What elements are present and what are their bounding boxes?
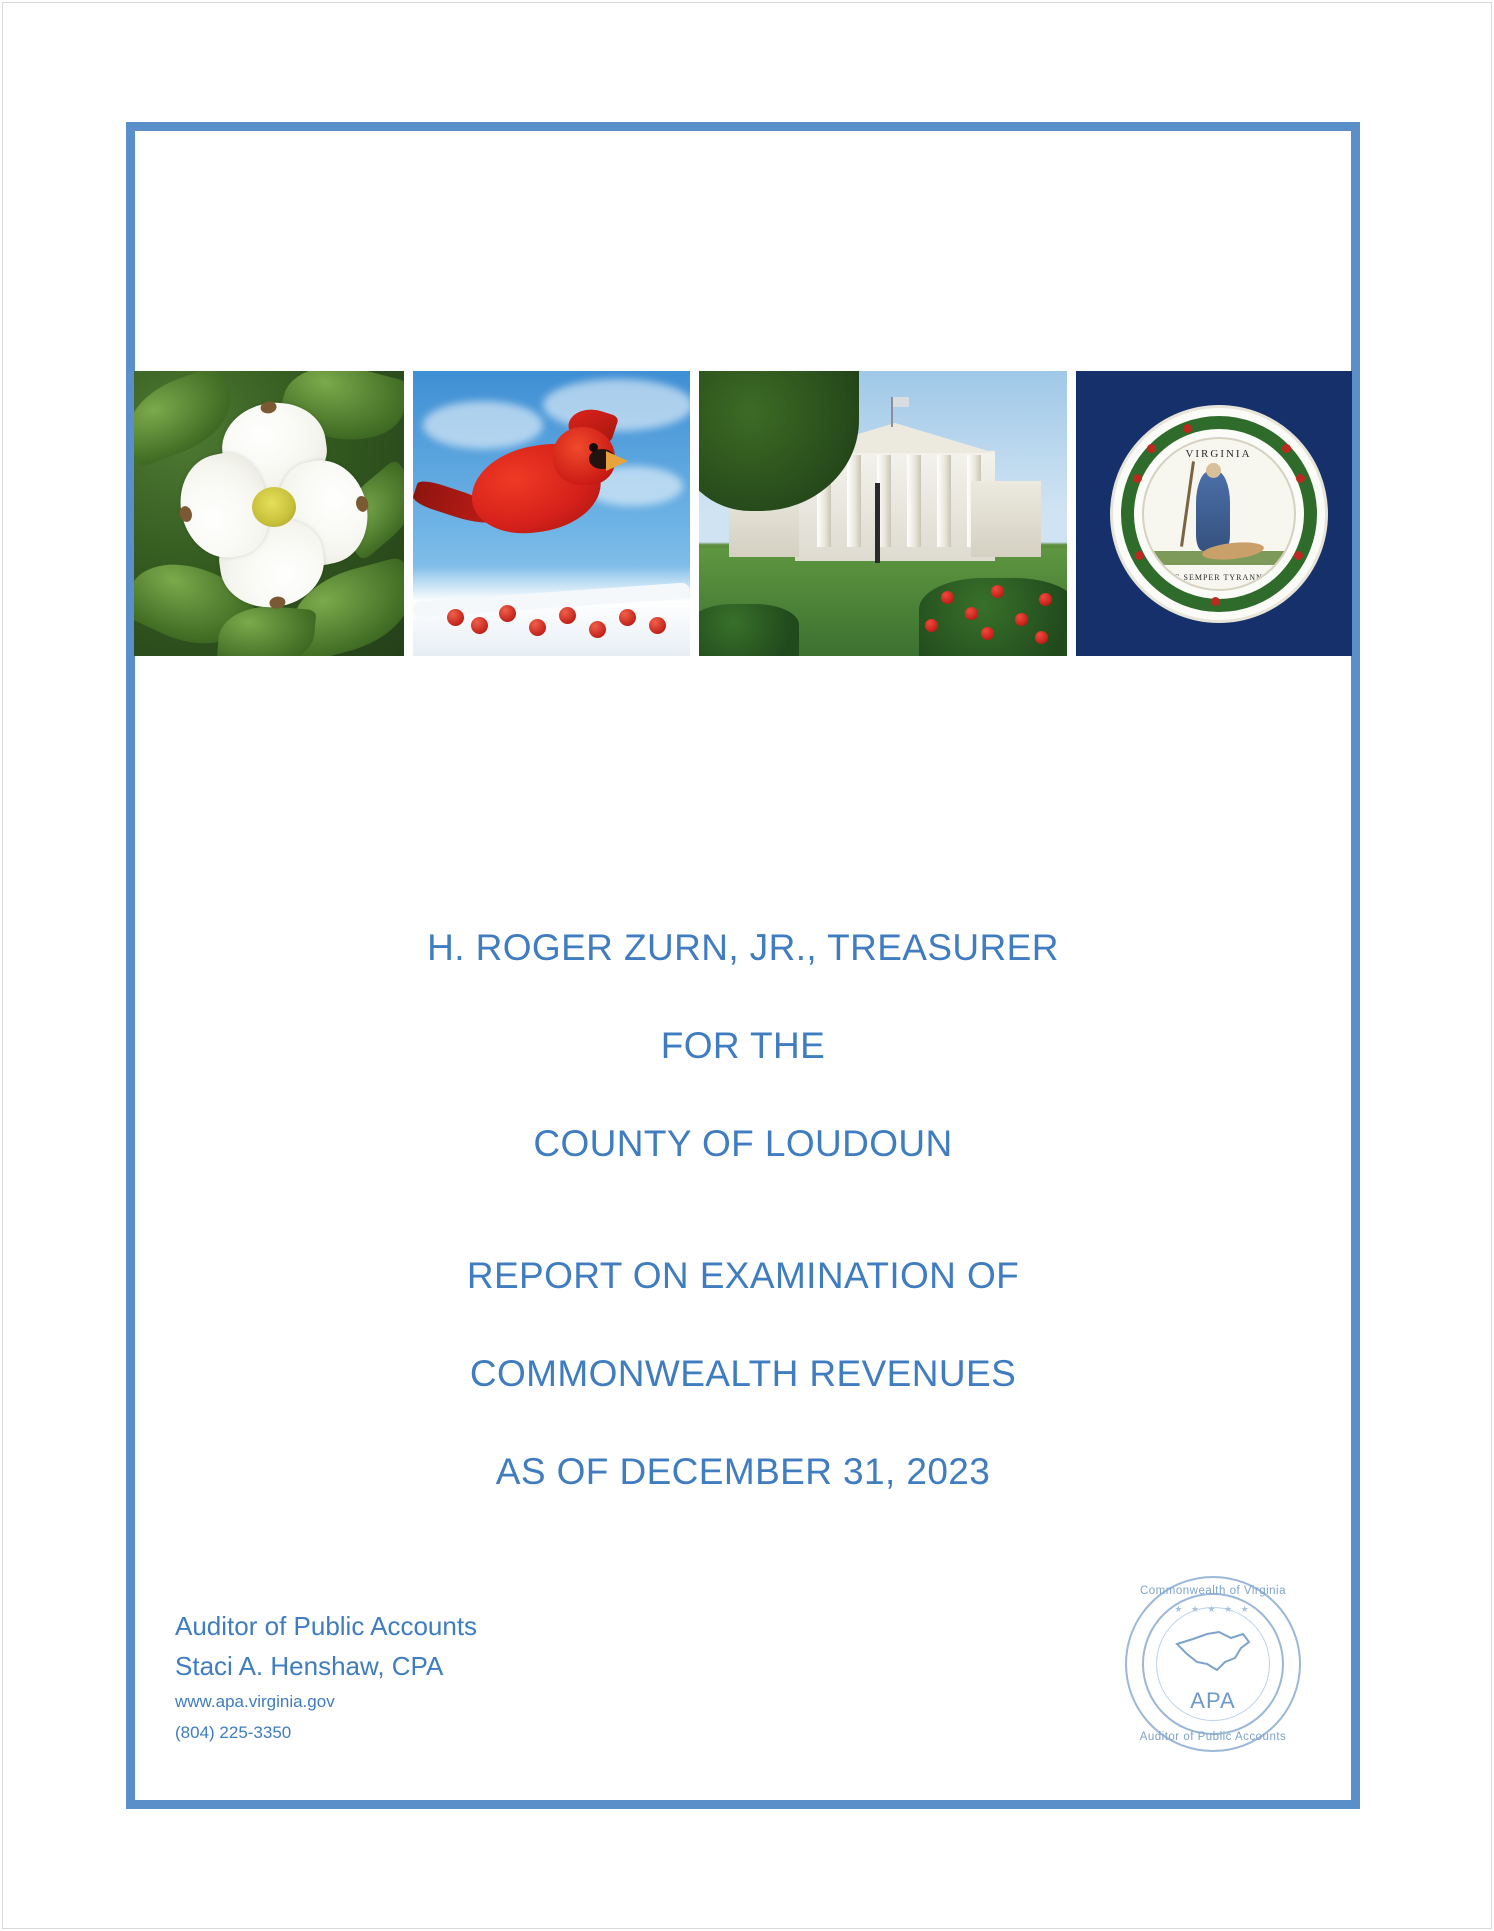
footer-website[interactable]: www.apa.virginia.gov [175,1692,335,1711]
logo-word-apa: APA [1190,1688,1236,1713]
cover-footer [175,1606,875,1748]
virginia-map-icon [1173,1628,1253,1674]
footer-phone: (804) 225-3350 [175,1723,292,1742]
logo-bottom-text: Auditor of Public Accounts [1139,1731,1287,1743]
footer-auditor-name: Staci A. Henshaw, CPA [175,1651,444,1681]
virginia-capitol-photo [699,371,1067,656]
dogwood-blossom [176,409,372,609]
report-subtitle-block [135,1227,1351,1521]
rose-bloom [965,607,978,620]
berry-shape [447,609,464,626]
berry-shape [589,621,606,638]
rose-bloom [925,619,938,632]
wreath-berry [1133,474,1142,483]
rose-bush [699,604,799,656]
title-line-county: COUNTY OF LOUDOUN [533,1123,953,1164]
wreath-berry [1211,597,1220,606]
bird-eye [589,443,598,452]
flag-pole-icon [891,397,893,427]
seal-virtus-figure [1196,471,1230,551]
berry-shape [471,617,488,634]
rose-bloom [1039,593,1052,606]
logo-top-text: Commonwealth of Virginia [1139,1585,1287,1597]
virginia-state-seal-photo [1076,371,1352,656]
wreath-berry [1296,474,1305,483]
apa-logo [1125,1576,1301,1752]
footer-office-name: Auditor of Public Accounts [175,1611,478,1641]
berry-shape [649,617,666,634]
petal-notch [269,596,287,610]
subtitle-line-report-on: REPORT ON EXAMINATION OF [466,1255,1020,1296]
berry-shape [559,607,576,624]
capitol-wing [971,481,1041,557]
capitol-column [937,455,951,547]
rose-bloom [941,591,954,604]
cover-text-body [135,667,1351,1800]
subtitle-line-as-of-date: AS OF DECEMBER 31, 2023 [495,1451,991,1492]
subtitle-line-revenues: COMMONWEALTH REVENUES [469,1353,1017,1394]
rose-bloom [1015,613,1028,626]
seal-inner-disc [1142,437,1296,591]
state-seal [1110,405,1328,623]
rose-bloom [981,627,994,640]
cover-top-blank-area [135,131,1351,359]
seal-virtus-head [1206,463,1221,478]
photo-strip [134,371,1352,656]
rose-bloom [991,585,1004,598]
cloud-shape [423,401,543,449]
cover-frame [126,122,1360,1809]
lamp-post [875,483,880,563]
capitol-column [907,455,921,547]
seal-spear [1180,461,1195,547]
bird-beak [606,451,628,471]
seal-bottom-text: SIC SEMPER TYRANNIS [1165,572,1272,582]
wreath-berry [1183,424,1192,433]
logo-stars: ★ ★ ★ ★ ★ [1174,1604,1252,1614]
berry-shape [529,619,546,636]
petal-notch [178,505,193,523]
berry-shape [499,605,516,622]
wreath-berry [1294,551,1303,560]
dogwood-flower-photo [134,371,404,656]
petal-notch [355,495,370,513]
berry-shape [619,609,636,626]
flower-center [252,487,296,527]
report-title-block [135,899,1351,1193]
petal-notch [260,400,278,414]
rose-bloom [1035,631,1048,644]
title-line-treasurer: H. ROGER ZURN, JR., TREASURER [427,927,1059,968]
cardinal-bird-photo [413,371,690,656]
wreath-berry [1135,551,1144,560]
title-line-for-the: FOR THE [660,1025,826,1066]
seal-top-text: VIRGINIA [1185,447,1252,460]
capitol-column [847,455,861,547]
